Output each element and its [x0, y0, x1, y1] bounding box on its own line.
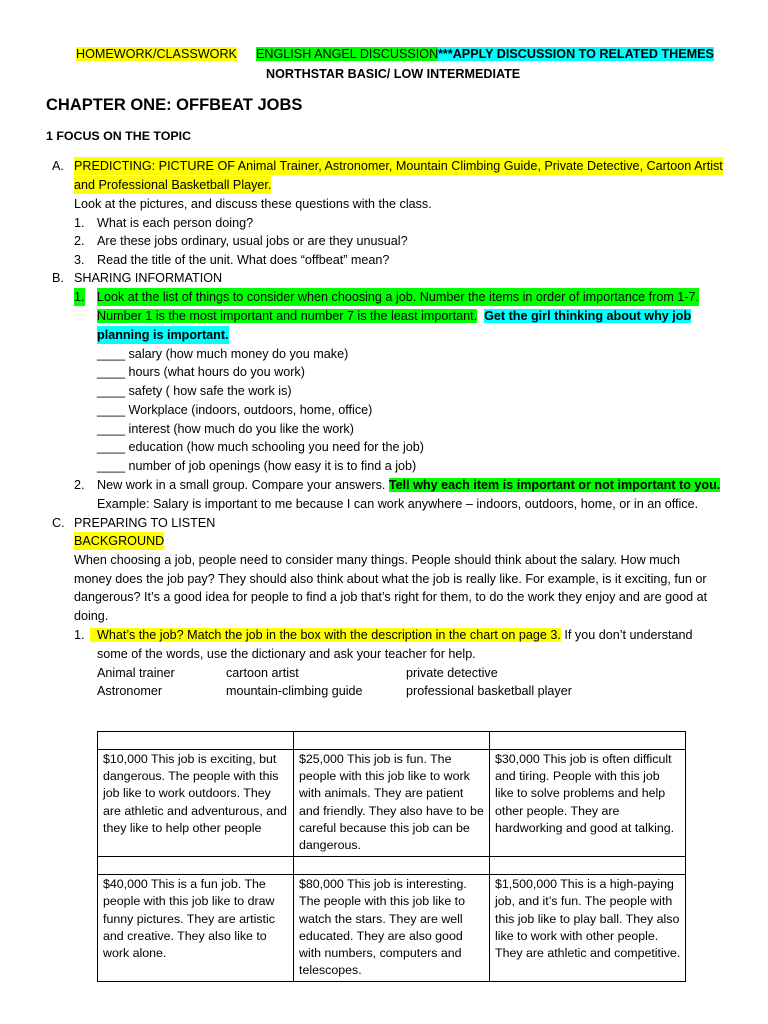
part-b-item2-row: [97, 476, 720, 494]
header-tag-themes: ***APPLY DISCUSSION TO RELATED THEMES: [438, 47, 714, 61]
question-text: What is each person doing?: [97, 216, 254, 230]
part-a-letter: A.: [52, 159, 64, 173]
checklist-item: ____ salary (how much money do you make): [97, 347, 349, 361]
checklist-item: ____ safety ( how safe the work is): [97, 384, 292, 398]
table-cell: [490, 857, 686, 875]
checklist-item: ____ education (how much schooling you need for the job): [97, 440, 424, 454]
part-a-intro: Look at the pictures, and discuss these questions with the class.: [74, 197, 432, 211]
part-b-item2-number: 2.: [74, 478, 85, 492]
checklist-item: ____ interest (how much do you like the work): [97, 422, 354, 436]
question-text: Are these jobs ordinary, usual jobs or are they unusual?: [97, 234, 408, 248]
part-c-item1-highlight: What’s the job? Match the job in the box with the description in the chart on page 3.: [90, 628, 561, 642]
background-para-line: doing.: [74, 609, 109, 623]
part-b-item1-line2: Number 1 is the most important and number 7 is the least important.: [97, 309, 478, 323]
question-number: 1.: [74, 216, 85, 230]
part-b-item1-number: 1.: [74, 290, 85, 304]
header-tag-homework: HOMEWORK/CLASSWORK: [76, 47, 237, 61]
part-c-heading: PREPARING TO LISTEN: [74, 516, 216, 530]
table-cell: $25,000 This job is fun. The people with this job like to work with animals. They are patient and friendly. They also have to be careful because this job can be dangerous.: [294, 750, 490, 857]
table-cell: [98, 857, 294, 875]
header-subtitle: NORTHSTAR BASIC/ LOW INTERMEDIATE: [266, 67, 521, 81]
part-b-item1-line1: Look at the list of things to consider when choosing a job. Number the items in order of importance from 1-7.: [97, 290, 700, 304]
checklist-item: ____ Workplace (indoors, outdoors, home, office): [97, 403, 373, 417]
table-cell: $1,500,000 This is a high-paying job, and it’s fun. The people with this job like to play ball. They also like to work with other people. They are athletic and competitive.: [490, 875, 686, 982]
table-row: [98, 875, 686, 982]
question-number: 2.: [74, 234, 85, 248]
table-cell: $30,000 This job is often difficult and tiring. People with this job like to solve problems and help other people. They are hardworking and good at talking.: [490, 750, 686, 857]
part-c-item1-rest: If you don’t understand: [560, 628, 693, 642]
checklist-item: ____ hours (what hours do you work): [97, 365, 305, 379]
part-b-item1-line2-row: [97, 307, 691, 325]
table-cell: $80,000 This job is interesting. The people with this job like to watch the stars. They are well educated. They are also good with numbers, computers and telescopes.: [294, 875, 490, 982]
part-b-item2-text: New work in a small group. Compare your answers.: [97, 478, 386, 492]
job-option: Astronomer: [97, 684, 163, 698]
part-b-item2-emphasis: Tell why each item is important or not important to you.: [388, 478, 721, 492]
background-label: BACKGROUND: [74, 534, 165, 548]
header-tag-discussion: ENGLISH ANGEL DISCUSSION: [256, 47, 439, 61]
question-number: 3.: [74, 253, 85, 267]
job-option: private detective: [406, 666, 498, 680]
table-cell: [490, 732, 686, 750]
question-text: Read the title of the unit. What does “offbeat” mean?: [97, 253, 390, 267]
teacher-note-cont: planning is important.: [97, 328, 229, 342]
page-title: CHAPTER ONE: OFFBEAT JOBS: [46, 96, 303, 114]
job-option: professional basketball player: [406, 684, 572, 698]
part-c-item1-line2: some of the words, use the dictionary and ask your teacher for help.: [97, 647, 476, 661]
table-cell: $40,000 This is a fun job. The people with this job like to draw funny pictures. They are artistic and creative. They also like to work alone.: [98, 875, 294, 982]
checklist-item: ____ number of job openings (how easy it is to find a job): [97, 459, 417, 473]
section-heading: 1 FOCUS ON THE TOPIC: [46, 129, 192, 143]
part-b-letter: B.: [52, 271, 64, 285]
part-c-item1-number: 1.: [74, 628, 85, 642]
table-cell: [98, 732, 294, 750]
job-option: Animal trainer: [97, 666, 175, 680]
table-cell: $10,000 This job is exciting, but dangerous. The people with this job like to work outdoors. They are athletic and adventurous, and they like to help other people: [98, 750, 294, 857]
part-a-heading-line1: PREDICTING: PICTURE OF Animal Trainer, Astronomer, Mountain Climbing Guide, Private Detective, Cartoon Artist: [74, 159, 723, 173]
table-spacer-row: [98, 732, 686, 750]
teacher-note: Get the girl thinking about why job: [484, 309, 692, 323]
background-para-line: When choosing a job, people need to consider many things. People should think about the salary. How much: [74, 553, 681, 567]
part-a-heading-line2: and Professional Basketball Player.: [74, 178, 272, 192]
table-spacer-row: [98, 857, 686, 875]
part-b-example: Example: Salary is important to me because I can work anywhere – indoors, outdoors, home, or in an office.: [97, 497, 699, 511]
job-option: cartoon artist: [226, 666, 299, 680]
table-row: [98, 750, 686, 857]
table-cell: [294, 857, 490, 875]
background-para-line: dangerous? It’s a good idea for people to find a job that’s right for them, to do the work they enjoy and are good at: [74, 590, 708, 604]
part-b-heading: SHARING INFORMATION: [74, 271, 223, 285]
job-description-table: [97, 731, 686, 982]
part-c-letter: C.: [52, 516, 65, 530]
part-c-item1-row: [90, 626, 693, 644]
table-cell: [294, 732, 490, 750]
job-option: mountain-climbing guide: [226, 684, 363, 698]
background-para-line: money does the job pay? They should also think about what the job is really like. For example, is it exciting, fun or: [74, 572, 707, 586]
